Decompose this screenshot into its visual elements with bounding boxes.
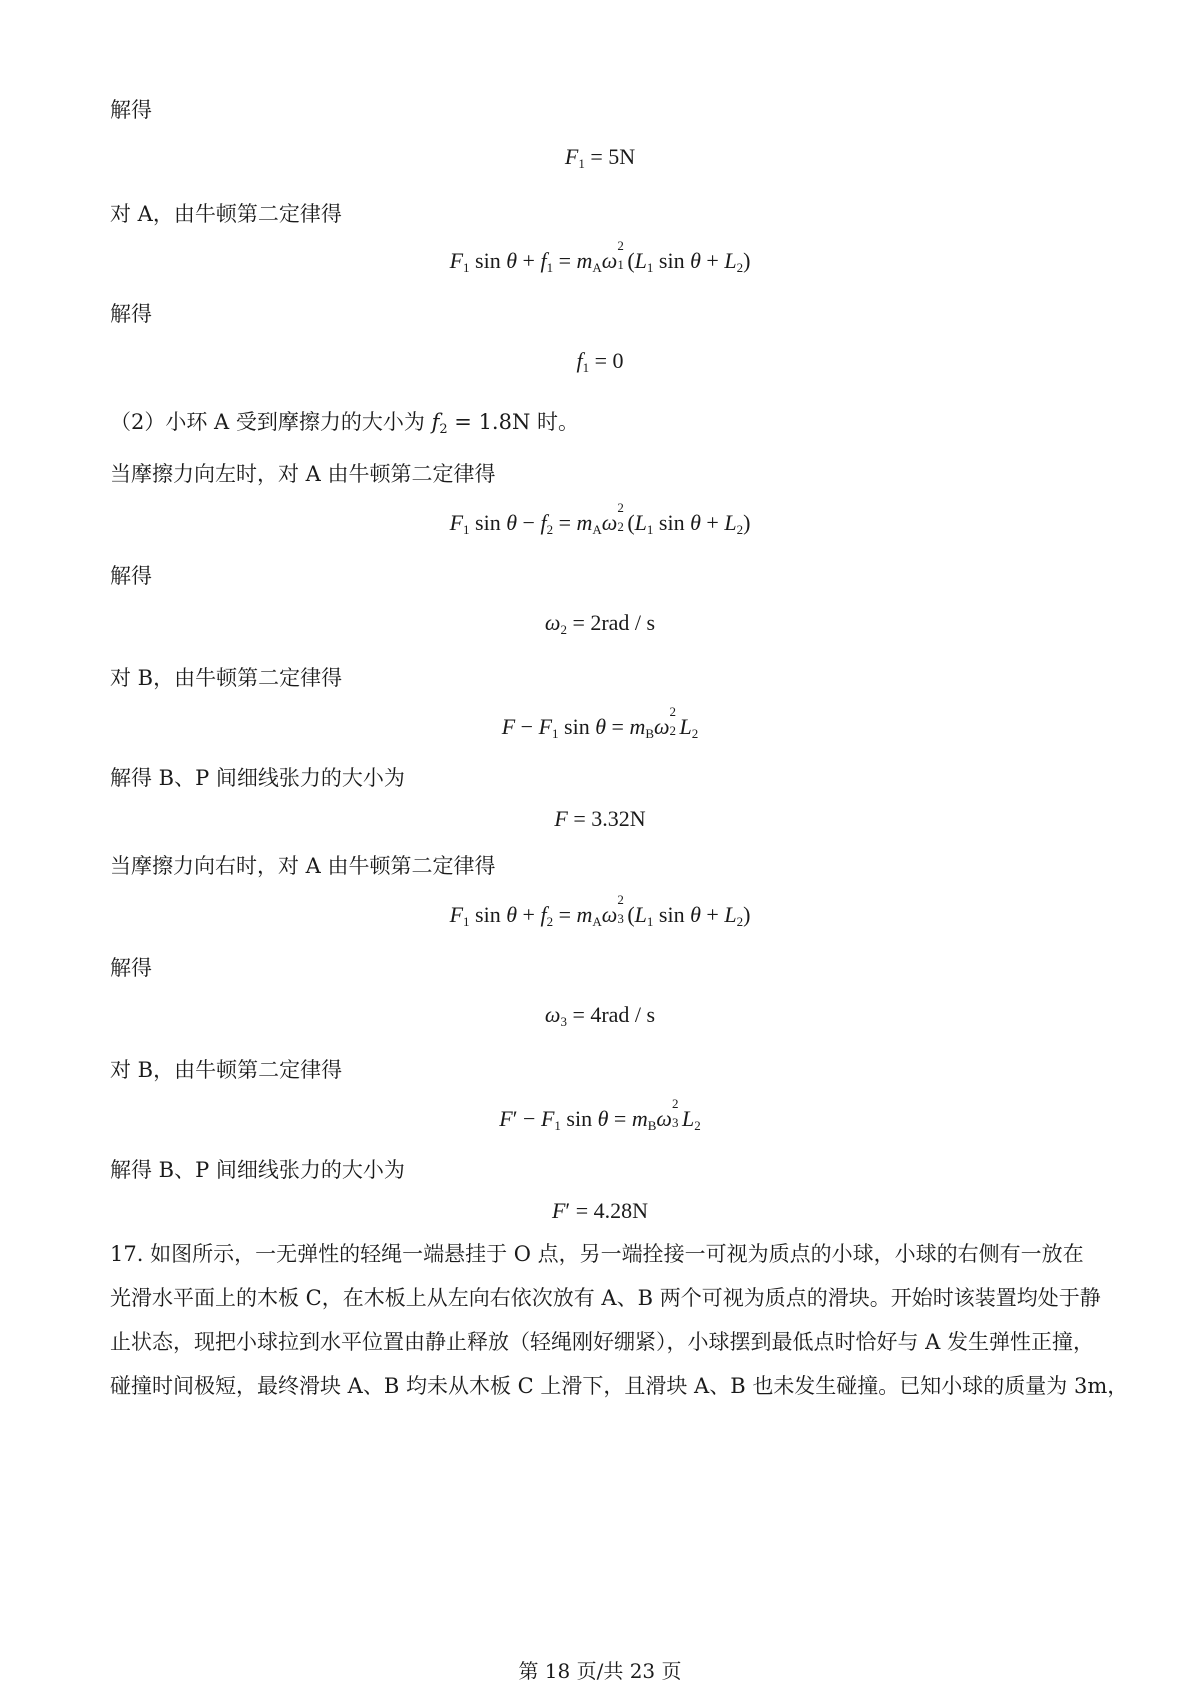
problem-17-line: 碰撞时间极短，最终滑块 A、B 均未从木板 C 上滑下，且滑块 A、B 也未发生碰撞。已知小球的质量为 3m， — [110, 1374, 1129, 1398]
equation-A-newton-1: $F_1$ $\sin \theta + f_1 = m_A\omega$ 2 1 ($L_1$ $\sin \theta + L_2$) — [449, 238, 751, 275]
equation-B-newton-2: $F' - F_1$ $\sin \theta = m_B\omega$ 2 3 $L_2$ — [499, 1096, 701, 1133]
problem-17-text — [110, 1232, 1129, 1408]
text-tension-BP: 解得 B、P 间细线张力的大小为 — [110, 766, 405, 790]
text-friction-right: 当摩擦力向右时，对 A 由牛顿第二定律得 — [110, 854, 496, 878]
problem-17-line: 光滑水平面上的木板 C，在木板上从左向右依次放有 A、B 两个可视为质点的滑块。开始时该装置均处于静 — [110, 1286, 1101, 1310]
text-jiede: 解得 — [110, 98, 152, 122]
text-tension-BP: 解得 B、P 间细线张力的大小为 — [110, 1158, 405, 1182]
problem-17-line: 17. 如图所示，一无弹性的轻绳一端悬挂于 O 点，另一端拴接一可视为质点的小球，小球的右侧有一放在 — [110, 1242, 1084, 1266]
text-jiede: 解得 — [110, 956, 152, 980]
problem-17-line: 止状态，现把小球拉到水平位置由静止释放（轻绳刚好绷紧），小球摆到最低点时恰好与 A 发生弹性正撞， — [110, 1330, 1095, 1354]
equation-B-newton-1: $F - F_1$ $\sin \theta = m_B\omega$ 2 2 $L_2$ — [501, 704, 699, 741]
text-jiede: 解得 — [110, 564, 152, 588]
equation-F: F = 3.32N — [554, 806, 646, 831]
text-part-2: （2）小环 A 受到摩擦力的大小为 $f_2 = 1.8N$ 时。 — [110, 410, 580, 437]
equation-F-prime: F′ = 4.28N — [551, 1198, 649, 1223]
equation-A-newton-3: $F_1$ $\sin \theta + f_2 = m_A\omega$ 2 3 ($L_1$ $\sin \theta + L_2$) — [449, 892, 751, 929]
equation-A-newton-2: $F_1$ $\sin \theta - f_2 = m_A\omega$ 2 2 ($L_1$ $\sin \theta + L_2$) — [449, 500, 751, 537]
page-footer: 第 18 页/共 23 页 — [518, 1659, 682, 1683]
text-jiede: 解得 — [110, 302, 152, 326]
text-dui-B: 对 B，由牛顿第二定律得 — [110, 666, 343, 690]
text-friction-left: 当摩擦力向左时，对 A 由牛顿第二定律得 — [110, 462, 496, 486]
equation-f1: $f_1 = 0$ — [576, 348, 624, 375]
equation-omega2: $\omega_2 = 2rad / s$ — [544, 610, 656, 637]
equation-omega3: $\omega_3 = 4rad / s$ — [544, 1002, 656, 1029]
equation-F1: $F_1 = 5N$ — [564, 144, 636, 171]
text-dui-B: 对 B，由牛顿第二定律得 — [110, 1058, 343, 1082]
text-dui-A: 对 A，由牛顿第二定律得 — [110, 202, 342, 226]
